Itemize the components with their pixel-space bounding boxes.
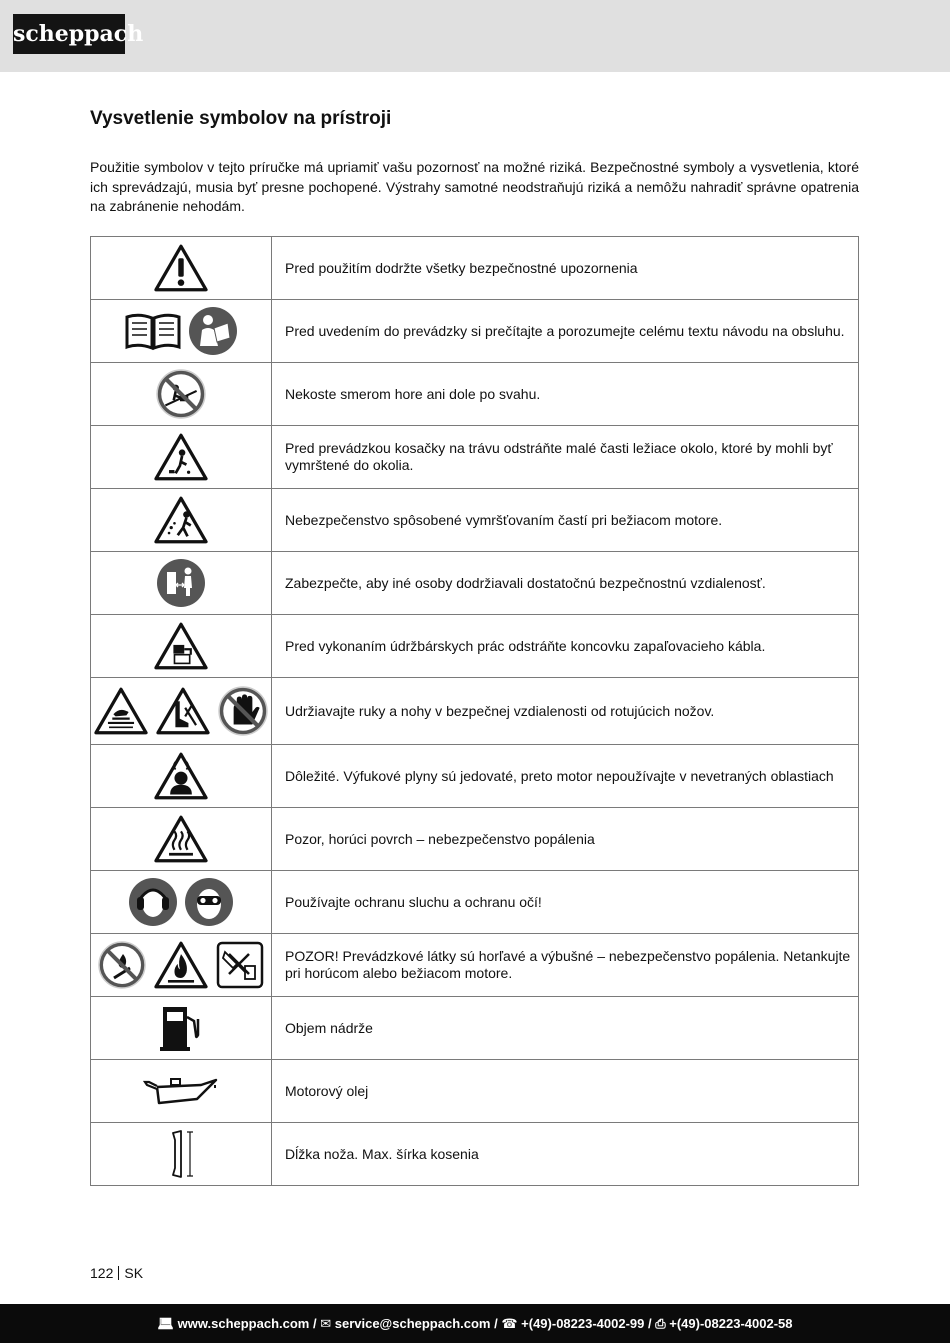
page-number (90, 1265, 143, 1281)
symbol-description: Pred uvedením do prevádzky si prečítajte a porozumejte celému textu návodu na obsluhu. (272, 300, 859, 363)
warning-exclamation-icon (153, 243, 209, 293)
symbol-description: Motorový olej (272, 1060, 859, 1123)
symbol-description: Udržiavajte ruky a nohy v bezpečnej vzdialenosti od rotujúcich nožov. (272, 678, 859, 745)
flammable-warning-icon (153, 940, 209, 990)
page-number-divider (118, 1266, 119, 1280)
symbol-icon-cell (91, 426, 272, 489)
symbol-description: Nekoste smerom hore ani dole po svahu. (272, 363, 859, 426)
page-title: Vysvetlenie symbolov na prístroji (90, 108, 392, 129)
open-book-icon (124, 311, 182, 351)
symbol-icon-cell (91, 934, 272, 997)
symbol-icon-cell (91, 237, 272, 300)
symbol-row (91, 745, 859, 808)
mail-icon: ✉︎ (320, 1316, 335, 1331)
symbol-icon-cell (91, 300, 272, 363)
symbol-icon-cell (91, 808, 272, 871)
symbol-icon-cell (91, 678, 272, 745)
symbol-description: Pred vykonaním údržbárskych prác odstráňte koncovku zapaľovacieho kábla. (272, 615, 859, 678)
symbol-description: Pred prevádzkou kosačky na trávu odstráňte malé časti ležiace okolo, ktoré by mohli byť vymrštené do okolia. (272, 426, 859, 489)
header-bar (0, 0, 950, 72)
computer-icon: 💻︎ (157, 1316, 178, 1331)
no-slope-mowing-icon (155, 368, 207, 420)
phone-icon: ☎ (501, 1316, 522, 1331)
read-manual-icon (188, 306, 238, 356)
no-hands-icon (217, 685, 269, 737)
symbol-row (91, 489, 859, 552)
no-refuel-hot-engine-icon (215, 940, 265, 990)
symbol-row (91, 552, 859, 615)
symbol-row (91, 997, 859, 1060)
symbol-description: Dĺžka noža. Max. šírka kosenia (272, 1123, 859, 1186)
keep-distance-icon (156, 558, 206, 608)
blade-length-icon (164, 1128, 198, 1180)
footer-fax: +(49)-08223-4002-58 (669, 1316, 793, 1331)
spark-plug-warning-icon (153, 621, 209, 671)
symbol-icon-cell (91, 363, 272, 426)
symbol-icon-cell (91, 745, 272, 808)
symbol-description: Nebezpečenstvo spôsobené vymršťovaním častí pri bežiacom motore. (272, 489, 859, 552)
remove-debris-warning-icon (153, 432, 209, 482)
footer-website[interactable]: www.scheppach.com (177, 1316, 310, 1331)
footer-email[interactable]: service@scheppach.com (334, 1316, 491, 1331)
symbol-description: POZOR! Prevádzkové látky sú horľavé a výbušné – nebezpečenstvo popálenia. Netankujte pri horúcom alebo bežiacom motore. (272, 934, 859, 997)
symbol-description: Dôležité. Výfukové plyny sú jedovaté, preto motor nepoužívajte v nevetraných oblastiach (272, 745, 859, 808)
symbol-icon-cell (91, 615, 272, 678)
fax-icon: ⎙ (655, 1316, 670, 1331)
symbol-row (91, 615, 859, 678)
symbol-description: Používajte ochranu sluchu a ochranu očí! (272, 871, 859, 934)
hot-surface-warning-icon (153, 814, 209, 864)
symbol-row (91, 934, 859, 997)
eye-protection-icon (184, 877, 234, 927)
symbol-icon-cell (91, 1060, 272, 1123)
blade-foot-warning-icon (155, 686, 211, 736)
oil-can-icon (143, 1073, 219, 1109)
symbol-icon-cell (91, 489, 272, 552)
symbols-table (90, 236, 859, 1186)
no-open-flame-icon (97, 940, 147, 990)
symbol-description: Objem nádrže (272, 997, 859, 1060)
thrown-objects-warning-icon (153, 495, 209, 545)
symbol-icon-cell (91, 1123, 272, 1186)
symbol-row (91, 363, 859, 426)
ear-protection-icon (128, 877, 178, 927)
footer-bar: 💻︎ www.scheppach.com / ✉︎ service@scheppach.com / ☎ +(49)-08223-4002-99 / ⎙ +(49)-08223-4002-58 (0, 1304, 950, 1343)
symbol-row (91, 808, 859, 871)
symbol-icon-cell (91, 871, 272, 934)
blade-hand-warning-icon (93, 686, 149, 736)
symbol-row (91, 1123, 859, 1186)
page-number-value: 122 (90, 1265, 114, 1281)
fuel-pump-icon (158, 1003, 204, 1053)
symbol-row (91, 426, 859, 489)
symbol-row (91, 871, 859, 934)
toxic-fumes-warning-icon (153, 751, 209, 801)
symbol-row (91, 237, 859, 300)
intro-paragraph: Použitie symbolov v tejto príručke má upriamiť vašu pozornosť na možné riziká. Bezpečnostné symboly a vysvetlenia, ktoré ich sprevádzajú, musia byť presne pochopené. Výstrahy samotné neodstraňujú riziká a nemôžu nahradiť správne opatrenia na zabránenie nehodám. (90, 159, 859, 214)
symbol-row (91, 1060, 859, 1123)
symbol-row (91, 678, 859, 745)
symbol-description: Pred použitím dodržte všetky bezpečnostné upozornenia (272, 237, 859, 300)
scheppach-logo: scheppach (13, 14, 125, 54)
symbol-description: Pozor, horúci povrch – nebezpečenstvo popálenia (272, 808, 859, 871)
symbol-icon-cell (91, 552, 272, 615)
symbol-row (91, 300, 859, 363)
language-code: SK (124, 1265, 144, 1281)
footer-phone: +(49)-08223-4002-99 (521, 1316, 645, 1331)
symbol-icon-cell (91, 997, 272, 1060)
symbol-description: Zabezpečte, aby iné osoby dodržiavali dostatočnú bezpečnostnú vzdialenosť. (272, 552, 859, 615)
